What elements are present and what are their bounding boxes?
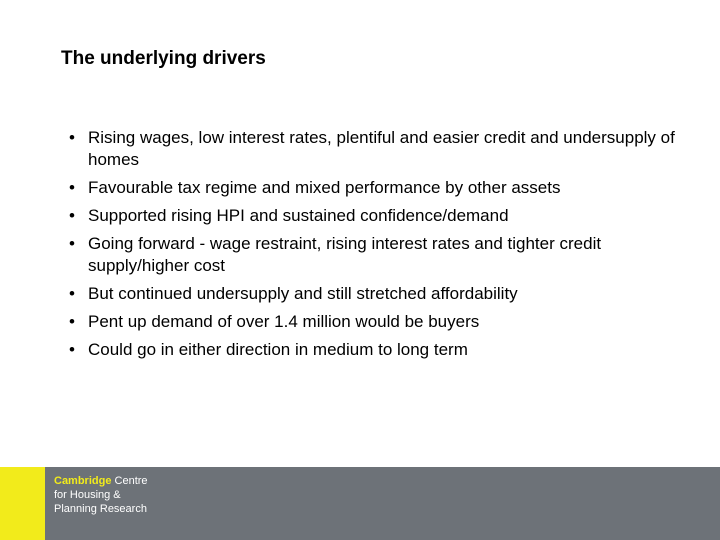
bullet-dot-icon: • [69, 206, 75, 225]
footer-accent-bar [0, 467, 45, 540]
bullet-list [60, 127, 680, 367]
bullet-dot-icon: • [69, 234, 75, 253]
logo-brand-text: Cambridge [54, 475, 112, 487]
bullet-item [60, 339, 680, 361]
bullet-text: Favourable tax regime and mixed performance by other assets [88, 178, 561, 197]
bullet-text: Rising wages, low interest rates, plentiful and easier credit and undersupply of homes [88, 128, 675, 169]
bullet-text: Going forward - wage restraint, rising interest rates and tighter credit supply/higher cost [88, 234, 602, 275]
slide-title: The underlying drivers [61, 48, 266, 69]
bullet-dot-icon: • [69, 340, 75, 359]
bullet-item [60, 205, 680, 227]
logo-line-1 [54, 474, 254, 488]
footer-band [0, 467, 720, 540]
bullet-text: Supported rising HPI and sustained confidence/demand [88, 206, 509, 225]
bullet-item [60, 283, 680, 305]
bullet-text: But continued undersupply and still stretched affordability [88, 284, 518, 303]
bullet-dot-icon: • [69, 312, 75, 331]
bullet-text: Could go in either direction in medium to long term [88, 340, 468, 359]
organization-logo [54, 474, 254, 516]
bullet-item [60, 311, 680, 333]
logo-line-1-rest: Centre [111, 475, 148, 487]
bullet-item [60, 177, 680, 199]
bullet-text: Pent up demand of over 1.4 million would be buyers [88, 312, 480, 331]
bullet-dot-icon: • [69, 284, 75, 303]
bullet-dot-icon: • [69, 128, 75, 147]
bullet-item [60, 233, 680, 277]
bullet-dot-icon: • [69, 178, 75, 197]
bullet-item [60, 127, 680, 171]
logo-line-3: Planning Research [54, 503, 147, 515]
logo-line-2: for Housing & [54, 489, 121, 501]
